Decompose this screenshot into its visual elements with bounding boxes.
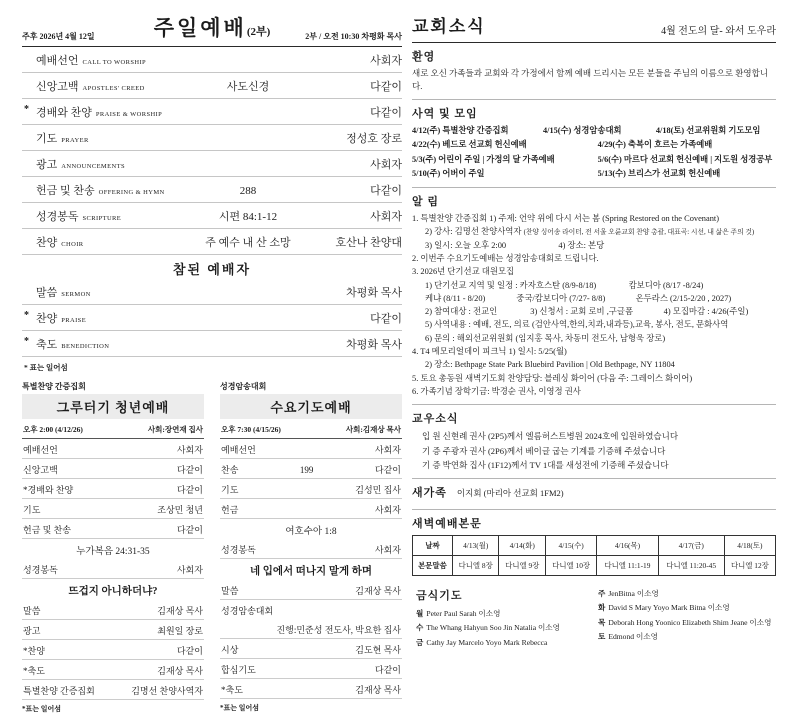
notice-line — [412, 225, 776, 239]
sub-sermon-title: 뜨겁지 아니하더냐? — [68, 585, 158, 597]
sub-order-row — [220, 600, 402, 619]
sub-order-row — [220, 459, 402, 479]
youth-service-label: 특별찬양 간증집회 — [22, 382, 86, 391]
service-moderator: 사회:김재상 목사 — [345, 425, 401, 434]
youth-service-column — [22, 381, 204, 714]
order-row — [22, 73, 402, 99]
sub-order-row — [22, 600, 204, 620]
sub-order-row — [220, 639, 402, 659]
sub-order-row — [22, 680, 204, 700]
notice-line: 4. T4 메모리얼데이 피크닉 1) 일시: 5/25(월) — [412, 346, 567, 356]
page-title-text: 주일예배 — [153, 16, 247, 40]
page-title — [154, 12, 271, 42]
fasting-day: 금 — [416, 637, 424, 647]
order-item-en: PRAYER — [61, 137, 89, 144]
notice-text: 4) 모집마감 : 4/26(주일) — [663, 307, 749, 317]
sub-order-row — [22, 519, 204, 539]
schedule-item: 5/6(수) 마르다 선교회 헌신예배 | 지도원 성경공부 — [597, 154, 773, 164]
sub-order-row — [22, 439, 204, 459]
order-row — [22, 151, 402, 177]
notices-section — [412, 188, 776, 405]
bulletin-date: 주후 2026년 4월 12일 — [22, 32, 95, 41]
welcome-section — [412, 43, 776, 100]
order-item-kr: 말씀 — [36, 287, 58, 299]
order-item-kr: 기도 — [36, 133, 58, 145]
table-cell: 4/14(화) — [499, 536, 546, 556]
fasting-prayer-section — [412, 587, 776, 649]
order-person: 다같이 — [370, 107, 402, 119]
notice-text: 3) 일시: 오늘 오후 2:00 — [425, 240, 507, 250]
order-item — [36, 104, 176, 120]
sub-order-row — [220, 499, 402, 519]
sub-order-item: 말씀 — [23, 605, 41, 616]
sub-order-item: *찬양 — [23, 645, 45, 656]
sub-order-person: 사회자 — [176, 444, 203, 455]
sub-order-person: 다같이 — [176, 645, 203, 656]
section-heading: 교우소식 — [412, 413, 459, 426]
service-time: 오후 2:00 (4/12/26) — [23, 425, 83, 434]
sub-order-person: 김도현 목사 — [355, 644, 401, 655]
order-person: 다같이 — [370, 313, 402, 325]
section-heading: 사역 및 모임 — [412, 108, 478, 121]
order-row — [22, 125, 402, 151]
worship-order — [22, 47, 402, 357]
order-person: 정성호 장로 — [346, 133, 402, 145]
standing-footnote: *표는 일어섬 — [220, 704, 260, 712]
sub-order-item: 예배선언 — [221, 444, 256, 455]
sub-order-row — [22, 459, 204, 479]
notice-line — [412, 305, 776, 318]
order-row — [22, 279, 402, 305]
table-cell: 날짜 — [413, 536, 453, 556]
schedule-item: 5/3(주) 어린이 주일 | 가정의 달 가족예배 — [412, 154, 555, 164]
fasting-entry — [416, 636, 594, 650]
monthly-theme: 4월 전도의 달- 와서 도우라 — [661, 26, 776, 37]
order-row — [22, 99, 402, 125]
schedule-item: 4/15(수) 성경암송대회 — [543, 126, 622, 136]
sub-order-row — [220, 539, 402, 559]
order-item — [36, 78, 176, 94]
sermon-title: 참된 예배자 — [172, 262, 252, 277]
fasting-entry — [598, 616, 776, 630]
sub-order-item: 시상 — [221, 644, 239, 655]
sub-sermon-title: 네 입에서 떠나지 말게 하며 — [249, 565, 373, 577]
sub-order-item: 말씀 — [221, 585, 239, 596]
schedule-item: 4/29(수) 축복이 흐르는 가족예배 — [597, 140, 713, 150]
sub-order-row — [220, 439, 402, 459]
order-row — [22, 305, 402, 331]
notice-line: 6. 가족기념 장학기금: 박경순 권사, 이영정 권사 — [412, 386, 581, 396]
fasting-day: 수 — [416, 623, 424, 633]
fasting-day: 화 — [598, 603, 606, 613]
sub-order-person: 사회자 — [176, 564, 203, 575]
member-news-line: 입 원 신현례 권사 (2P5)께서 엘름허스트병원 2024호에 입원하였습니다 — [422, 431, 679, 442]
fasting-names: David S Mary Yoyo Mark Bitna 이소영 — [608, 603, 730, 613]
order-item-kr: 찬양 — [36, 313, 58, 325]
fasting-day: 토 — [598, 631, 606, 641]
new-family-text: 이지회 (마리아 선교회 1FM2) — [456, 488, 564, 499]
order-item — [36, 156, 176, 172]
schedule-line — [412, 153, 776, 167]
sub-order-row — [22, 660, 204, 680]
sub-order-person: 김재상 목사 — [157, 665, 203, 676]
service-info: 2부 / 오전 10:30 차평화 목사 — [305, 32, 402, 41]
bulletin-left-page — [22, 0, 402, 713]
sub-order-person: 사회자 — [374, 444, 401, 455]
order-person: 차평화 목사 — [346, 339, 402, 351]
fasting-day: 주 — [598, 589, 606, 599]
wednesday-service-label: 성경암송대회 — [220, 382, 267, 391]
sub-order-item: 찬송 — [221, 464, 239, 475]
section-heading: 새벽예배본문 — [412, 518, 482, 531]
order-person: 사회자 — [370, 211, 402, 223]
fasting-entry — [416, 621, 594, 635]
dawn-service-table — [412, 535, 776, 576]
fasting-left-column — [412, 587, 594, 649]
order-item-kr: 예배선언 — [36, 55, 79, 67]
notice-text: 2) 강사: 김명선 찬양사역자 — [425, 227, 522, 236]
member-news-line: 기 증 박연화 집사 (1F12)께서 TV 1대를 새성전에 기증해 주셨습니다 — [422, 459, 669, 470]
order-item-en: CALL TO WORSHIP — [82, 59, 147, 66]
notice-text: 1) 단기선교 지역 및 일정 : 카자흐스탄 (8/9-8/18) — [425, 280, 597, 290]
sub-order-item: 예배선언 — [23, 444, 58, 455]
sub-order-person: 김재상 목사 — [355, 585, 401, 596]
sub-order-person: 사회자 — [374, 504, 401, 515]
service-moderator: 사회:장연재 집사 — [147, 425, 203, 434]
order-content: 288 — [239, 185, 257, 197]
sub-order-item: 기도 — [23, 504, 41, 515]
order-row — [22, 229, 402, 255]
fasting-names: Deborah Hong Yoonico Elizabeth Shim Jeane 이소영 — [608, 617, 772, 627]
order-item — [36, 182, 176, 198]
schedule-line — [412, 167, 776, 181]
standing-mark: * — [24, 310, 29, 321]
order-content: 시편 84:1-12 — [218, 211, 278, 223]
sub-services — [22, 381, 402, 714]
wednesday-service-column — [220, 381, 402, 714]
sub-order-person: 김성민 집사 — [355, 484, 401, 495]
notice-text: 3) 신청서 : 교회 로비 ,구글폼 — [530, 307, 634, 317]
notice-line: 5) 사역내용 : 예배, 전도, 의료 (검안사역,한의,치과,내과등),교육, 봉사, 전도, 문화사역 — [425, 320, 729, 330]
sub-order-row — [220, 580, 402, 600]
order-row — [22, 177, 402, 203]
order-item-kr: 신앙고백 — [36, 81, 79, 93]
notice-line: 3. 2026년 단기선교 대원모집 — [412, 267, 515, 277]
sub-order-content: 199 — [299, 464, 314, 475]
sub-order-item: *축도 — [221, 684, 243, 695]
table-cell: 4/18(토) — [724, 536, 775, 556]
order-item-en: SERMON — [61, 291, 91, 298]
notice-detail: (찬양 싱어송 라이터, 전 서울 오륜교회 찬양 총괄, 대표곡: 시선, 내 삶은 주의 것) — [523, 229, 755, 236]
notice-text: 케냐 (8/11 - 8/20) — [425, 293, 486, 303]
table-cell: 다니엘 11:1-19 — [597, 556, 658, 576]
order-item — [36, 130, 176, 146]
notice-text: 4) 장소: 본당 — [558, 240, 605, 250]
order-item-en: PRAISE & WORSHIP — [95, 111, 163, 118]
notice-line: 5. 토요 총동원 새벽기도회 찬양담당: 블레싱 화이어 (다음 주: 그레이스 화이어) — [412, 373, 693, 383]
dawn-service-section — [412, 510, 776, 582]
sub-order-row — [220, 659, 402, 679]
fasting-right-column — [594, 587, 776, 649]
sub-order-row — [220, 619, 402, 639]
order-item-kr: 광고 — [36, 159, 58, 171]
sub-order-person: 다같이 — [176, 464, 203, 475]
standing-footnote: * 표는 일어섬 — [24, 363, 68, 372]
order-item — [36, 52, 176, 68]
fasting-names: Edmond 이소영 — [608, 631, 658, 641]
member-news-line: 기 증 주광자 권사 (2P6)께서 베이글 굽는 기계를 기증해 주셨습니다 — [422, 445, 666, 456]
fasting-day: 목 — [598, 617, 606, 627]
table-row — [413, 556, 776, 576]
sub-order-row — [22, 479, 204, 499]
sub-order-item: 광고 — [23, 625, 41, 636]
order-item — [36, 336, 176, 352]
fasting-day: 월 — [416, 609, 424, 619]
member-news-section — [412, 405, 776, 479]
order-row — [22, 47, 402, 73]
sub-order-person: 다같이 — [176, 524, 203, 535]
order-content: 주 예수 내 산 소망 — [205, 237, 291, 249]
welcome-text: 새로 오신 가족들과 교회와 각 가정에서 함께 예배 드리시는 모든 분들을 주님의 이름으로 환영합니다. — [412, 68, 769, 92]
fasting-names: JenBitna 이소영 — [608, 589, 659, 599]
section-heading: 환영 — [412, 51, 436, 63]
schedule-item: 4/22(수) 베드로 선교회 헌신예배 — [412, 140, 527, 150]
scripture-reference: 누가복음 24:31-35 — [76, 546, 150, 557]
new-family-section — [412, 479, 776, 510]
notice-line — [412, 292, 776, 305]
standing-mark: * — [24, 104, 29, 115]
table-cell: 본문말씀 — [413, 556, 453, 576]
sub-order-person: 최원일 장로 — [157, 625, 203, 636]
page-title-part: (2부) — [246, 26, 271, 38]
order-item — [36, 284, 176, 300]
order-item-kr: 찬양 — [36, 237, 58, 249]
table-cell: 4/13(월) — [452, 536, 499, 556]
sub-order-row — [22, 620, 204, 640]
notice-line — [412, 239, 776, 252]
sub-order-row — [220, 479, 402, 499]
order-item-kr: 성경봉독 — [36, 211, 79, 223]
sub-order-row — [22, 499, 204, 519]
fasting-entry — [598, 587, 776, 601]
notice-text: 2) 참여대상 : 전교인 — [425, 307, 498, 317]
order-item-kr: 경배와 찬양 — [36, 107, 92, 119]
bulletin-right-page — [412, 0, 776, 647]
order-item — [36, 234, 176, 250]
order-item — [36, 208, 176, 224]
notice-text: 캄보디아 (8/17 -8/24) — [628, 280, 704, 290]
schedule-item: 5/10(주) 어버이 주일 — [412, 168, 485, 178]
fasting-names: Cathy Jay Marcelo Yoyo Mark Rebecca — [426, 637, 548, 647]
scripture-reference: 여호수아 1:8 — [285, 526, 337, 537]
order-item-en: OFFERING & HYMN — [98, 189, 165, 196]
table-cell: 다니엘 10장 — [546, 556, 597, 576]
order-item — [36, 310, 176, 326]
order-item-en: SCRIPTURE — [82, 215, 122, 222]
notice-text: 온두라스 (2/15-2/20 , 2027) — [635, 293, 732, 303]
sub-order-item: 성경봉독 — [23, 564, 58, 575]
schedule-item: 5/13(수) 브리스가 선교회 헌신예배 — [597, 168, 721, 178]
standing-mark: * — [24, 336, 29, 347]
notice-text: 중국/캄보디아 (7/27- 8/8) — [516, 293, 606, 303]
sub-order-person: 다같이 — [374, 664, 401, 675]
notice-line: 1. 특별찬양 간증집회 1) 주제: 언약 위에 다시 서는 봄 (Spring Restored on the Covenant) — [412, 213, 719, 223]
youth-service-title: 그루터기 청년예배 — [22, 394, 204, 419]
order-row — [22, 331, 402, 357]
sub-order-item: 신앙고백 — [23, 464, 58, 475]
sub-order-item: 헌금 — [221, 504, 239, 515]
wednesday-service-head — [220, 419, 402, 439]
ministry-section — [412, 100, 776, 187]
wednesday-service-title: 수요기도예배 — [220, 394, 402, 419]
fasting-entry — [416, 607, 594, 621]
order-item-kr: 축도 — [36, 339, 58, 351]
fasting-entry — [598, 601, 776, 615]
news-header — [412, 0, 776, 43]
sub-order-person: 진행:민준성 전도사, 박요한 집사 — [276, 624, 401, 635]
order-row — [22, 203, 402, 229]
order-person: 호산나 찬양대 — [335, 237, 402, 249]
order-item-kr: 헌금 및 찬송 — [36, 185, 95, 197]
sub-order-person: 사회자 — [374, 544, 401, 555]
sub-order-item: *경배와 찬양 — [23, 484, 74, 495]
fasting-entry — [598, 630, 776, 644]
sub-order-item: 기도 — [221, 484, 239, 495]
fasting-names: The Whang Hahyun Soo Jin Natalia 이소영 — [426, 623, 560, 633]
order-person: 사회자 — [370, 159, 402, 171]
section-heading: 금식기도 — [416, 590, 463, 603]
table-cell: 다니엘 12장 — [724, 556, 775, 576]
notice-line: 2) 장소: Bethpage State Park Bluebird Pavilion | Old Bethpage, NY 11804 — [425, 360, 675, 370]
order-content: 사도신경 — [226, 81, 270, 93]
order-item-en: ANNOUNCEMENTS — [61, 163, 125, 170]
sub-order-item: 성경암송대회 — [221, 605, 274, 616]
table-cell: 다니엘 8장 — [452, 556, 499, 576]
standing-footnote: *표는 일어섬 — [22, 705, 62, 713]
worship-header — [22, 0, 402, 47]
schedule-line — [412, 124, 776, 138]
schedule-item: 4/12(주) 특별찬양 간증집회 — [412, 126, 509, 136]
table-cell: 4/17(금) — [658, 536, 724, 556]
sub-order-item: 헌금 및 찬송 — [23, 524, 71, 535]
sub-order-person: 다같이 — [176, 484, 203, 495]
news-title: 교회소식 — [412, 17, 486, 36]
table-header-row — [413, 536, 776, 556]
order-item-en: BENEDICTION — [61, 343, 110, 350]
table-cell: 다니엘 11:20-45 — [658, 556, 724, 576]
sub-order-item: 특별찬양 간증집회 — [23, 685, 95, 696]
table-cell: 4/16(목) — [597, 536, 658, 556]
table-cell: 다니엘 9장 — [499, 556, 546, 576]
order-person: 다같이 — [370, 81, 402, 93]
sub-order-person: 김재상 목사 — [157, 605, 203, 616]
sub-order-item: 합심기도 — [221, 664, 256, 675]
youth-service-head — [22, 419, 204, 439]
sub-order-item: *축도 — [23, 665, 45, 676]
sub-order-person: 김명선 찬양사역자 — [131, 685, 203, 696]
notice-line: 6) 문의 : 해외선교위원회 (임지홍 목사, 차동미 전도사, 남형욱 장로) — [425, 333, 666, 343]
fasting-names: Peter Paul Sarah 이소영 — [426, 609, 501, 619]
table-cell: 4/15(수) — [546, 536, 597, 556]
section-heading: 새가족 — [412, 487, 447, 500]
schedule-line — [412, 138, 776, 152]
sub-order-person: 김재상 목사 — [355, 684, 401, 695]
order-item-en: PRAISE — [61, 317, 87, 324]
schedule-item: 4/18(토) 선교위원회 기도모임 — [655, 126, 761, 136]
order-person: 사회자 — [370, 55, 402, 67]
sub-order-person: 조상민 청년 — [157, 504, 203, 515]
sub-order-row — [22, 640, 204, 660]
notice-line — [412, 279, 776, 292]
order-item-en: APOSTLES' CREED — [82, 85, 145, 92]
sub-order-row — [22, 559, 204, 579]
order-item-en: CHOIR — [61, 241, 84, 248]
sub-order-row — [220, 679, 402, 699]
service-time: 오후 7:30 (4/15/26) — [221, 425, 281, 434]
notice-line: 2. 이번주 수요기도예배는 성경암송대회로 드립니다. — [412, 254, 599, 264]
sub-order-item: 성경봉독 — [221, 544, 256, 555]
section-heading: 알 림 — [412, 195, 440, 208]
order-person: 다같이 — [370, 185, 402, 197]
sub-order-person: 다같이 — [374, 464, 401, 475]
order-person: 차평화 목사 — [346, 287, 402, 299]
